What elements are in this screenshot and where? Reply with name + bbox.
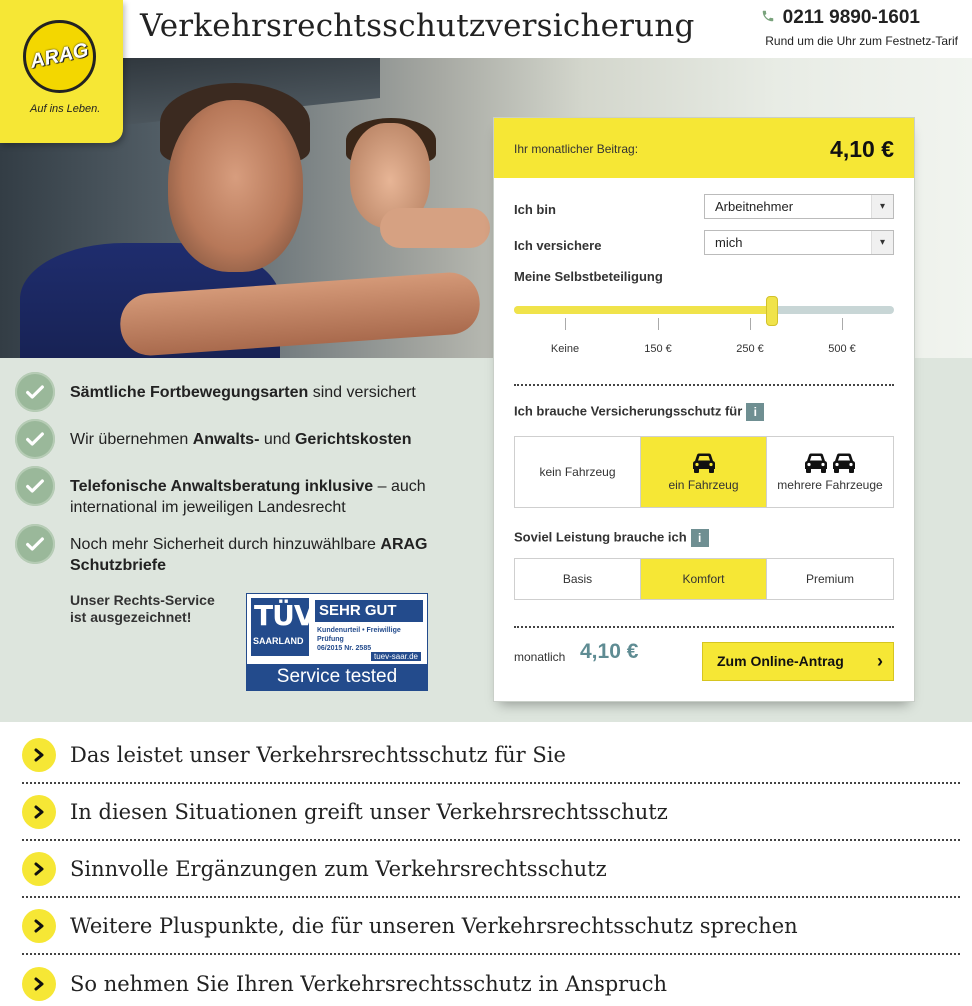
phone-number[interactable] [761, 7, 920, 29]
feature-item [15, 419, 411, 459]
option-mehrere-fahrzeuge[interactable]: mehrere Fahrzeuge [767, 437, 893, 507]
accordion-title: Das leistet unser Verkehrsrechtsschutz für Sie [70, 742, 566, 767]
accordion-item[interactable] [22, 727, 960, 784]
footer-monthly-label: monatlich [514, 650, 566, 664]
tuv-grade: SEHR GUT [315, 600, 423, 622]
slider-tick [658, 318, 659, 330]
slider-tick [842, 318, 843, 330]
feature-item [15, 466, 470, 518]
online-antrag-button[interactable]: Zum Online-Antrag › [702, 642, 894, 681]
accordion-item[interactable] [22, 784, 960, 841]
page-header [0, 0, 972, 58]
tuv-seal[interactable] [246, 593, 428, 691]
info-icon[interactable]: i [691, 529, 709, 547]
chevron-right-icon: › [877, 651, 883, 671]
footer-monthly-price: 4,10 € [580, 640, 639, 663]
feature-text: Sämtliche Fortbewegungsarten sind versichert [70, 384, 416, 401]
logo-emblem [23, 20, 96, 93]
tuv-detail: Kundenurteil • Freiwillige Prüfung 06/2015 Nr. 2585 [317, 627, 401, 652]
slider-tick [565, 318, 566, 330]
info-icon[interactable]: i [746, 403, 764, 421]
tuv-url: tuev-saar.de [371, 652, 421, 661]
accordion-title: So nehmen Sie Ihren Verkehrsrechtsschutz in Anspruch [70, 971, 668, 996]
car-icon [691, 452, 717, 474]
selbstbeteiligung-slider[interactable] [514, 306, 894, 314]
tuv-service-tested: Service tested [247, 664, 427, 690]
option-kein-fahrzeug[interactable]: kein Fahrzeug [515, 437, 641, 507]
divider [514, 626, 894, 628]
accordion-item[interactable] [22, 955, 960, 1006]
logo-slogan: Auf ins Leben. [30, 103, 101, 115]
price-calculator [493, 117, 915, 702]
slider-handle[interactable] [766, 296, 778, 326]
option-basis[interactable]: Basis [515, 559, 641, 599]
cars-icon [803, 452, 857, 474]
monthly-label: Ihr monatlicher Beitrag: [514, 142, 639, 156]
option-ein-fahrzeug[interactable]: ein Fahrzeug [641, 437, 767, 507]
accordion-title: Sinnvolle Ergänzungen zum Verkehrsrechtsschutz [70, 856, 607, 881]
slider-tick-label: 250 € [736, 343, 764, 355]
check-icon [15, 419, 55, 459]
logo-brand: ARAG [28, 39, 91, 73]
check-icon [15, 524, 55, 564]
slider-tick-label: 500 € [828, 343, 856, 355]
chevron-right-icon [22, 738, 56, 772]
feature-item [15, 524, 480, 576]
check-icon [15, 466, 55, 506]
boy-arm [380, 208, 490, 248]
chevron-right-icon [22, 967, 56, 1001]
accordion-title: Weitere Pluspunkte, die für unseren Verkehrsrechtsschutz sprechen [70, 913, 798, 938]
slider-tick-label: 150 € [644, 343, 672, 355]
accordion-item[interactable] [22, 841, 960, 898]
phone-icon [761, 9, 775, 28]
feature-item [15, 372, 416, 412]
option-premium[interactable]: Premium [767, 559, 893, 599]
selbstbeteiligung-label: Meine Selbstbeteiligung [514, 269, 663, 284]
ich-versichere-label: Ich versichere [514, 238, 602, 253]
feature-text: Wir übernehmen Anwalts- und Gerichtskosten [70, 431, 412, 448]
ich-bin-select[interactable]: Arbeitnehmer ▾ [704, 194, 894, 219]
award-label: Unser Rechts-Service ist ausgezeichnet! [70, 592, 215, 625]
hotline-note: Rund um die Uhr zum Festnetz-Tarif [765, 34, 958, 48]
option-komfort[interactable]: Komfort [641, 559, 767, 599]
chevron-down-icon: ▾ [871, 231, 893, 254]
monthly-price: 4,10 € [830, 136, 894, 162]
chevron-right-icon [22, 909, 56, 943]
slider-fill [514, 306, 772, 314]
vehicle-selector [514, 436, 894, 508]
calculator-header [494, 118, 914, 178]
ich-bin-label: Ich bin [514, 202, 556, 217]
divider [514, 384, 894, 386]
chevron-right-icon [22, 852, 56, 886]
feature-text: Telefonische Anwaltsberatung inklusive – auch international im jeweiligen Landesrecht [70, 478, 426, 516]
chevron-right-icon [22, 795, 56, 829]
tuv-logo: TÜV SAARLAND [251, 598, 309, 656]
man-face [168, 100, 303, 272]
slider-tick [750, 318, 751, 330]
slider-tick-label: Keine [550, 343, 580, 355]
vehicle-question: Ich brauche Versicherungsschutz für i [514, 403, 764, 421]
accordion-item[interactable] [22, 898, 960, 955]
tuv-seal-top [247, 594, 427, 664]
page-title: Verkehrsrechtsschutzversicherung [140, 8, 695, 44]
check-icon [15, 372, 55, 412]
chevron-down-icon: ▾ [871, 195, 893, 218]
leistung-selector [514, 558, 894, 600]
arag-logo[interactable] [0, 0, 123, 143]
feature-text: Noch mehr Sicherheit durch hinzuwählbare ARAG Schutzbriefe [70, 536, 428, 574]
ich-versichere-select[interactable]: mich ▾ [704, 230, 894, 255]
leistung-question: Soviel Leistung brauche ich i [514, 529, 709, 547]
phone-number-text: 0211 9890-1601 [782, 7, 920, 28]
accordion-title: In diesen Situationen greift unser Verkehrsrechtsschutz [70, 799, 668, 824]
